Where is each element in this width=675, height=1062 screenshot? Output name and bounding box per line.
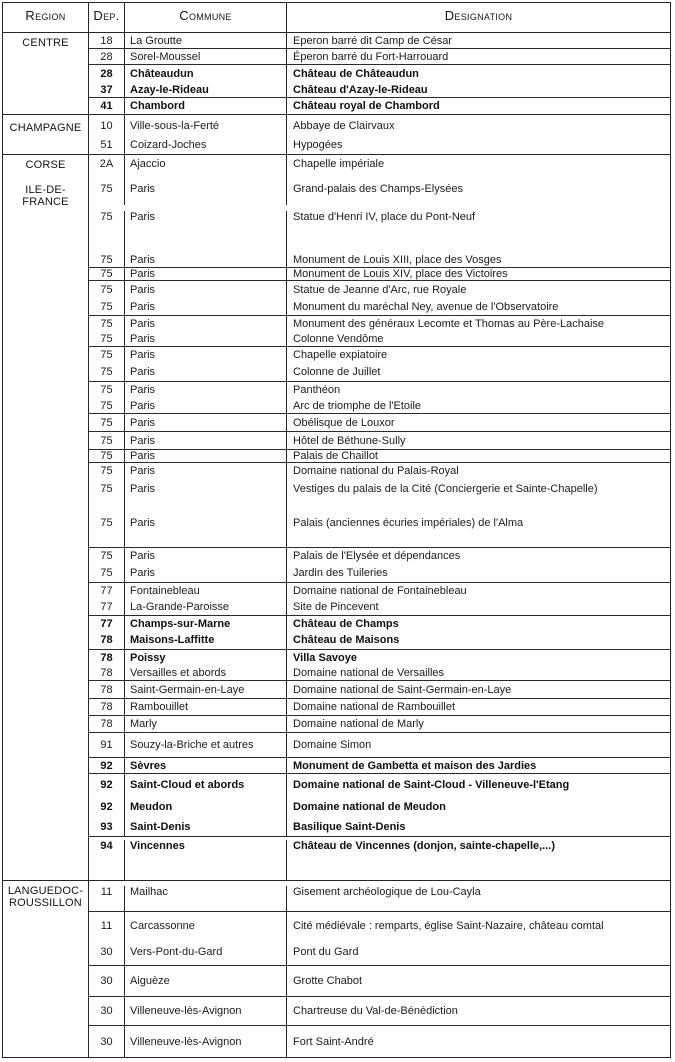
rows-column: [89, 115, 670, 154]
table-row: [89, 837, 670, 880]
dep-cell: 75: [89, 463, 125, 478]
commune-cell: Paris: [125, 252, 287, 267]
table-row: [89, 136, 670, 154]
table-row: [89, 499, 670, 548]
table-row: [89, 650, 670, 665]
table-row: [89, 681, 670, 699]
commune-cell: Mailhac: [125, 886, 287, 911]
designation-cell: Monument de Gambetta et maison des Jardies: [293, 759, 537, 772]
commune-cell: Carcassonne: [125, 912, 287, 939]
dep-cell: 28: [89, 65, 125, 82]
designation-cell: Hypogées: [293, 139, 343, 151]
designation-cell: Domaine national de Versailles: [293, 666, 445, 679]
designation-cell: Hôtel de Béthune-Sully: [293, 434, 406, 447]
commune-cell: Paris: [125, 363, 287, 381]
dep-cell: 75: [89, 414, 125, 431]
table-row: [89, 82, 670, 98]
dep-cell: 92: [89, 796, 125, 818]
dep-cell: 77: [89, 583, 125, 599]
dep-cell: 92: [89, 758, 125, 773]
dep-cell: 91: [89, 733, 125, 757]
region-label: [3, 122, 88, 134]
dep-cell: 75: [89, 268, 125, 280]
table-row: [89, 796, 670, 818]
rows-column: [89, 881, 670, 1057]
designation-cell: Obélisque de Louxor: [293, 416, 395, 429]
dep-cell: 30: [89, 997, 125, 1025]
table-row: [89, 616, 670, 631]
dep-cell: 75: [89, 281, 125, 298]
dep-cell: 75: [89, 382, 125, 398]
dep-cell: 78: [89, 716, 125, 732]
dep-cell: 11: [89, 912, 125, 939]
commune-cell: Paris: [125, 347, 287, 363]
commune-cell: Paris: [125, 332, 287, 346]
commune-cell: Paris: [125, 499, 287, 547]
dep-cell: 2A: [89, 155, 125, 173]
designation-cell: Domaine national de Fontainebleau: [293, 585, 467, 597]
designation-cell: Château d'Azay-le-Rideau: [293, 83, 428, 96]
commune-cell: Meudon: [125, 796, 287, 818]
designation-cell: Palais (anciennes écuries impériales) de l'Alma: [293, 517, 524, 529]
table-row: [89, 398, 670, 414]
designation-cell: Site de Pincevent: [293, 601, 379, 613]
region-label: [3, 184, 88, 208]
table-row: [89, 363, 670, 382]
commune-cell: Paris: [125, 398, 287, 413]
dep-cell: 75: [89, 211, 125, 252]
table-row: [89, 332, 670, 347]
table-row: [89, 268, 670, 281]
dep-cell: 77: [89, 616, 125, 631]
region-cell: [3, 33, 89, 114]
table-row: [89, 733, 670, 758]
designation-cell: Cité médiévale : remparts, église Saint-Nazaire, château comtal: [293, 919, 604, 932]
dep-cell: 30: [89, 939, 125, 965]
commune-cell: Marly: [125, 716, 287, 732]
designation-cell: Palais de Chaillot: [293, 450, 378, 462]
table-row: [89, 599, 670, 616]
commune-cell: Ville-sous-la-Ferté: [125, 115, 287, 136]
dep-cell: 75: [89, 563, 125, 582]
commune-cell: Paris: [125, 548, 287, 563]
table-row: [89, 966, 670, 997]
designation-cell: Château de Châteaudun: [293, 67, 419, 80]
dep-cell: 75: [89, 332, 125, 346]
table-row: [89, 478, 670, 499]
designation-cell: Pont du Gard: [293, 946, 359, 958]
region-cell: [3, 881, 89, 1057]
region-label-line: CHAMPAGNE: [9, 122, 82, 134]
commune-cell: Paris: [125, 298, 287, 315]
table-row: [89, 758, 670, 774]
table-row: [89, 155, 670, 173]
commune-cell: Paris: [125, 432, 287, 449]
region-section: [3, 881, 670, 1057]
designation-cell: Monument des généraux Lecomte et Thomas au Père-Lachaise: [293, 318, 605, 330]
commune-cell: La Groutte: [125, 33, 287, 48]
commune-cell: Maisons-Laffitte: [125, 631, 287, 649]
table-row: [89, 173, 670, 205]
designation-cell: Statue de Jeanne d'Arc, rue Royale: [293, 283, 467, 296]
table-row: [89, 548, 670, 563]
commune-cell: Souzy-la-Briche et autres: [125, 733, 287, 757]
commune-cell: Vers-Pont-du-Gard: [125, 939, 287, 965]
table-row: [89, 414, 670, 432]
commune-cell: Paris: [125, 414, 287, 431]
table-row: [89, 347, 670, 363]
table-row: [89, 450, 670, 463]
designation-cell: Château de Vincennes (donjon, sainte-chapelle,...): [293, 840, 556, 852]
table-row: [89, 699, 670, 716]
table-row: [89, 774, 670, 796]
designation-cell: Monument du maréchal Ney, avenue de l'Observatoire: [293, 300, 559, 313]
table-row: [89, 432, 670, 450]
commune-cell: Champs-sur-Marne: [125, 616, 287, 631]
table-row: [89, 98, 670, 114]
designation-cell: Jardin des Tuileries: [293, 566, 388, 579]
table-row: [89, 463, 670, 478]
dep-cell: 78: [89, 665, 125, 680]
rows-column: [89, 155, 670, 880]
dep-cell: 75: [89, 347, 125, 363]
dep-cell: 37: [89, 82, 125, 97]
table-row: [89, 33, 670, 49]
designation-cell: Colonne de Juillet: [293, 366, 381, 378]
table-row: [89, 298, 670, 316]
dep-cell: 75: [89, 298, 125, 315]
designation-cell: Palais de l'Elysée et dépendances: [293, 549, 461, 562]
commune-cell: Paris: [125, 563, 287, 582]
designation-cell: Château royal de Chambord: [293, 100, 440, 112]
dep-cell: 75: [89, 316, 125, 332]
commune-cell: Poissy: [125, 650, 287, 665]
designation-cell: Domaine national de Rambouillet: [293, 701, 456, 713]
commune-cell: Paris: [125, 281, 287, 298]
table-row: [89, 818, 670, 837]
table-row: [89, 997, 670, 1026]
region-label: [3, 885, 88, 909]
table-row: [89, 49, 670, 65]
dep-cell: 78: [89, 681, 125, 698]
commune-cell: Fontainebleau: [125, 583, 287, 599]
designation-cell: Arc de triomphe de l'Etoile: [293, 399, 422, 412]
table-row: [89, 665, 670, 681]
commune-cell: Paris: [125, 316, 287, 332]
dep-cell: 75: [89, 450, 125, 462]
designation-cell: Chapelle impériale: [293, 158, 385, 170]
table-row: [89, 65, 670, 82]
region-label: [3, 159, 88, 171]
commune-cell: Versailles et abords: [125, 665, 287, 680]
commune-cell: Saint-Germain-en-Laye: [125, 681, 287, 698]
region-cell: [3, 155, 89, 880]
monuments-table: [2, 2, 671, 1058]
dep-cell: 78: [89, 699, 125, 715]
header-designation: Designation: [444, 8, 513, 23]
designation-cell: Abbaye de Clairvaux: [293, 119, 395, 132]
table-row: [89, 316, 670, 332]
table-row: [89, 281, 670, 298]
region-section: [3, 155, 670, 881]
header-commune: Commune: [125, 3, 287, 32]
region-label-line: LANGUEDOC-: [7, 885, 84, 897]
designation-cell: Chapelle expiatoire: [293, 349, 388, 361]
dep-cell: 77: [89, 599, 125, 615]
table-row: [89, 563, 670, 583]
table-body: [3, 33, 670, 1057]
commune-cell: Sorel-Moussel: [125, 49, 287, 64]
commune-cell: Villeneuve-lès-Avignon: [125, 1026, 287, 1057]
commune-cell: Ajaccio: [125, 155, 287, 173]
rows-column: [89, 33, 670, 114]
dep-cell: 10: [89, 115, 125, 136]
designation-cell: Grand-palais des Champs-Elysées: [293, 183, 463, 195]
dep-cell: 78: [89, 631, 125, 649]
header-dep: Dep.: [89, 3, 125, 32]
table-row: [89, 939, 670, 966]
designation-cell: Monument de Louis XIII, place des Vosges: [293, 253, 502, 266]
commune-cell: Aiguèze: [125, 966, 287, 996]
dep-cell: 75: [89, 363, 125, 381]
commune-cell: Chambord: [125, 98, 287, 114]
designation-cell: Domaine Simon: [293, 739, 372, 751]
commune-cell: Saint-Cloud et abords: [125, 774, 287, 796]
commune-cell: Paris: [125, 450, 287, 462]
table-row: [89, 716, 670, 733]
designation-cell: Domaine national de Saint-Germain-en-Laye: [293, 683, 512, 696]
designation-cell: Éperon barré du Fort-Harrouard: [293, 50, 449, 63]
commune-cell: Paris: [125, 463, 287, 478]
designation-cell: Château de Champs: [293, 617, 399, 630]
dep-cell: 78: [89, 650, 125, 665]
dep-cell: 75: [89, 173, 125, 205]
table-row: [89, 583, 670, 599]
designation-cell: Fort Saint-André: [293, 1035, 374, 1048]
dep-cell: 28: [89, 49, 125, 64]
commune-cell: Paris: [125, 268, 287, 280]
region-cell: [3, 115, 89, 154]
designation-cell: Domaine national de Meudon: [293, 801, 446, 813]
region-label-line: FRANCE: [22, 196, 69, 208]
dep-cell: 93: [89, 818, 125, 836]
designation-cell: Vestiges du palais de la Cité (Conciergerie et Sainte-Chapelle): [293, 482, 598, 495]
designation-cell: Grotte Chabot: [293, 975, 363, 987]
commune-cell: Vincennes: [125, 840, 287, 880]
table-row: [89, 205, 670, 252]
designation-cell: Domaine national du Palais-Royal: [293, 464, 459, 477]
dep-cell: 75: [89, 252, 125, 267]
region-section: [3, 33, 670, 115]
designation-cell: Colonne Vendôme: [293, 333, 384, 345]
table-row: [89, 1026, 670, 1057]
table-row: [89, 881, 670, 912]
commune-cell: Saint-Denis: [125, 818, 287, 836]
table-header-row: [3, 3, 670, 33]
commune-cell: Paris: [125, 211, 287, 252]
commune-cell: Sèvres: [125, 758, 287, 773]
commune-cell: Azay-le-Rideau: [125, 82, 287, 97]
table-row: [89, 382, 670, 398]
dep-cell: 75: [89, 432, 125, 449]
dep-cell: 11: [89, 886, 125, 911]
table-row: [89, 631, 670, 650]
designation-cell: Villa Savoye: [293, 651, 358, 664]
designation-cell: Eperon barré dit Camp de César: [293, 34, 452, 47]
commune-cell: Paris: [125, 382, 287, 398]
table-row: [89, 115, 670, 136]
dep-cell: 30: [89, 966, 125, 996]
designation-cell: Statue d'Henri IV, place du Pont-Neuf: [293, 211, 476, 223]
region-label-line: CENTRE: [22, 37, 69, 49]
designation-cell: Panthéon: [293, 384, 341, 396]
designation-cell: Domaine national de Saint-Cloud - Villeneuve-l'Etang: [293, 779, 570, 791]
commune-cell: Paris: [125, 173, 287, 205]
designation-cell: Basilique Saint-Denis: [293, 821, 406, 833]
designation-cell: Monument de Louis XIV, place des Victoires: [293, 268, 508, 280]
designation-cell: Domaine national de Marly: [293, 718, 424, 730]
dep-cell: 75: [89, 548, 125, 563]
dep-cell: 51: [89, 136, 125, 154]
region-section: [3, 115, 670, 155]
dep-cell: 18: [89, 33, 125, 48]
region-label-line: ROUSSILLON: [9, 897, 82, 909]
dep-cell: 75: [89, 499, 125, 547]
dep-cell: 94: [89, 840, 125, 880]
commune-cell: Rambouillet: [125, 699, 287, 715]
table-row: [89, 252, 670, 268]
designation-cell: Gisement archéologique de Lou-Cayla: [293, 886, 481, 898]
dep-cell: 30: [89, 1026, 125, 1057]
region-label-line: CORSE: [25, 159, 66, 171]
commune-cell: Villeneuve-lès-Avignon: [125, 997, 287, 1025]
commune-cell: La-Grande-Paroisse: [125, 599, 287, 615]
designation-cell: Chartreuse du Val-de-Bénédiction: [293, 1005, 458, 1017]
table-row: [89, 912, 670, 939]
commune-cell: Châteaudun: [125, 65, 287, 82]
commune-cell: Coizard-Joches: [125, 136, 287, 154]
header-region: Region: [3, 3, 89, 32]
dep-cell: 41: [89, 98, 125, 114]
dep-cell: 75: [89, 478, 125, 499]
dep-cell: 75: [89, 398, 125, 413]
region-label-line: ILE-DE-: [25, 184, 66, 196]
dep-cell: 92: [89, 774, 125, 796]
commune-cell: Paris: [125, 478, 287, 499]
region-label: [3, 37, 88, 49]
designation-cell: Château de Maisons: [293, 634, 400, 646]
